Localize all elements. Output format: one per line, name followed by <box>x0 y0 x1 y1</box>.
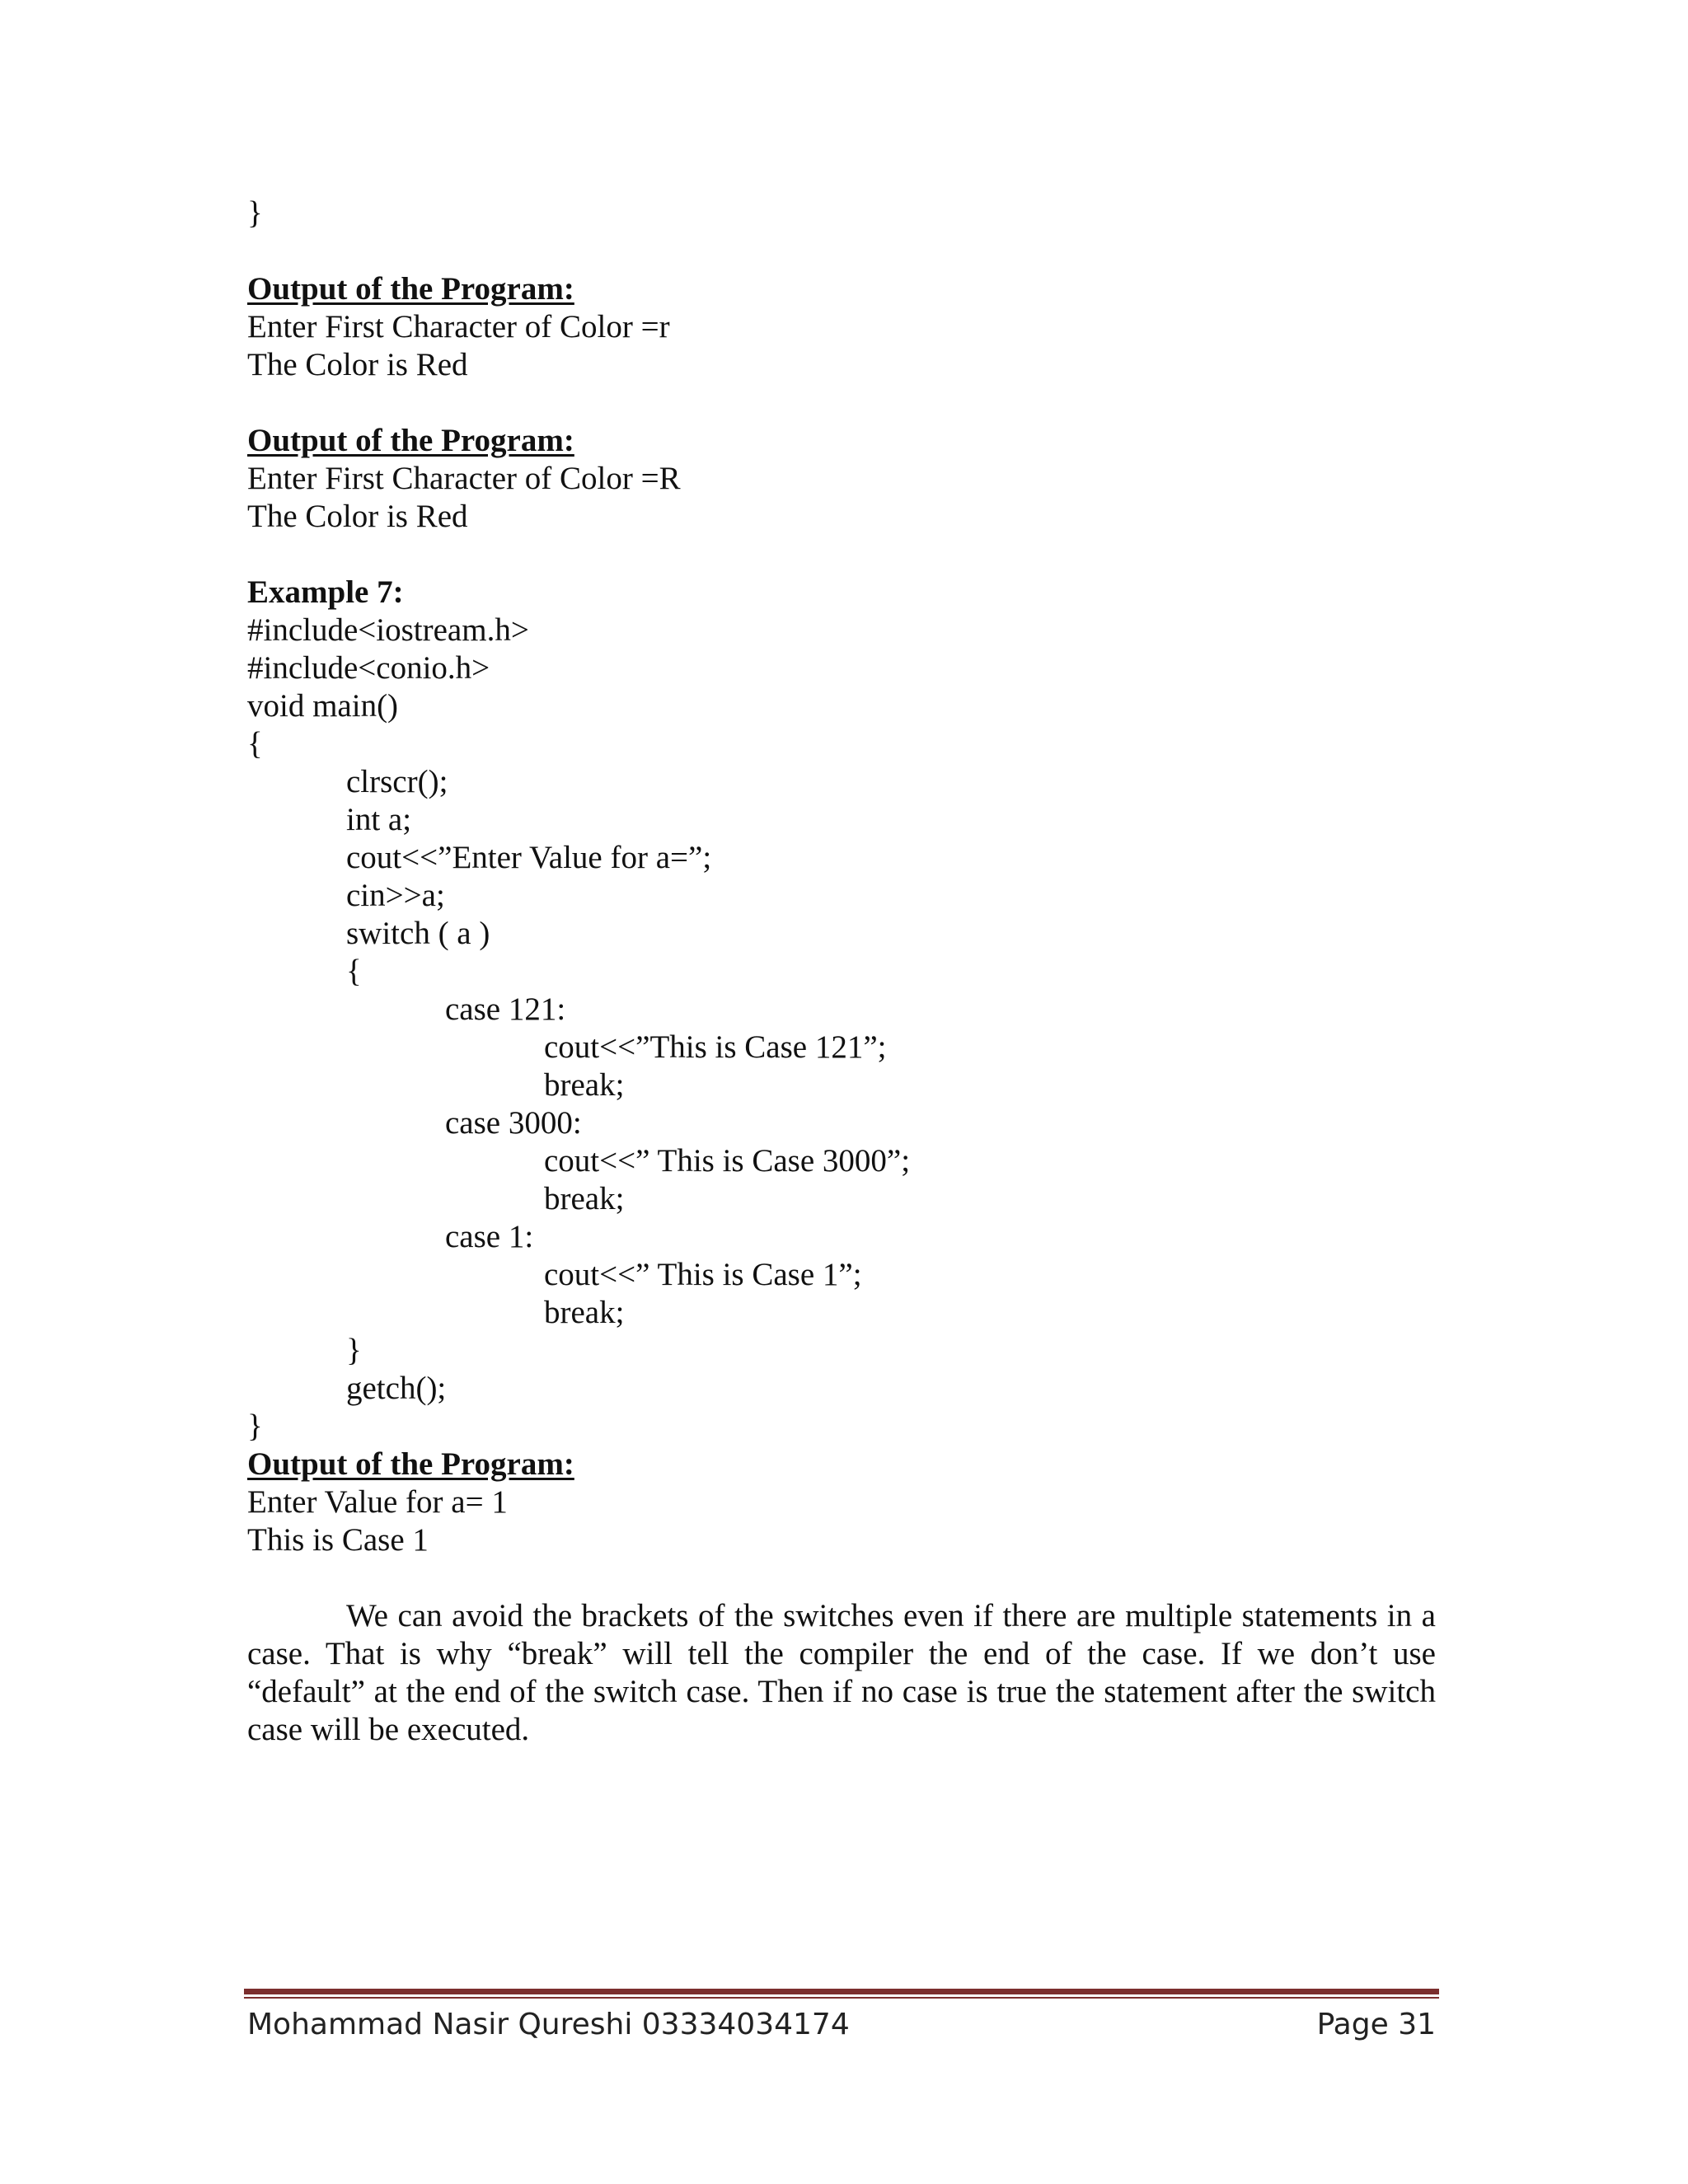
footer-rule <box>244 1989 1439 1994</box>
code-line: } <box>247 1408 263 1444</box>
code-line: #include<conio.h> <box>247 650 490 686</box>
code-line: } <box>247 195 263 231</box>
code-line: getch(); <box>346 1371 447 1406</box>
code-line: switch ( a ) <box>346 916 490 951</box>
page-content <box>247 194 1436 1749</box>
code-line: { <box>346 954 362 989</box>
code-line: cout<<” This is Case 3000”; <box>544 1143 911 1179</box>
output-line: The Color is Red <box>247 347 468 382</box>
code-line: void main() <box>247 688 399 724</box>
code-line: break; <box>544 1295 625 1330</box>
code-line: cout<<”This is Case 121”; <box>544 1029 887 1065</box>
blank-line <box>247 536 1436 574</box>
output-line: Enter First Character of Color =R <box>247 461 681 496</box>
code-line: break; <box>544 1067 625 1103</box>
code-line: } <box>346 1333 362 1368</box>
output-heading: Output of the Program: <box>247 1446 574 1482</box>
example-heading: Example 7: <box>247 574 404 610</box>
code-line: cout<<”Enter Value for a=”; <box>346 840 712 875</box>
output-line: Enter First Character of Color =r <box>247 309 670 344</box>
code-line: clrscr(); <box>346 764 448 799</box>
output-line: The Color is Red <box>247 499 468 534</box>
output-line: This is Case 1 <box>247 1522 429 1558</box>
blank-line <box>247 232 1436 270</box>
code-line: break; <box>544 1181 625 1216</box>
output-heading: Output of the Program: <box>247 423 574 458</box>
code-line: int a; <box>346 802 412 837</box>
code-line: case 121: <box>445 991 566 1027</box>
blank-line <box>247 1559 1436 1597</box>
code-line: { <box>247 726 263 762</box>
output-heading: Output of the Program: <box>247 271 574 307</box>
blank-line <box>247 384 1436 422</box>
code-line: #include<iostream.h> <box>247 612 529 648</box>
code-line: cin>>a; <box>346 878 445 913</box>
footer-rule-thin <box>244 1997 1439 1999</box>
page-number: Page 31 <box>1316 2008 1436 2041</box>
page-footer <box>247 2004 1436 2046</box>
output-line: Enter Value for a= 1 <box>247 1484 508 1520</box>
code-line: case 3000: <box>445 1105 582 1141</box>
body-paragraph: We can avoid the brackets of the switches even if there are multiple statements in a case. That is why “break” will tell the compiler the end of the case. If we don’t use “default” at the end of the switch case. Then if no case is true the statement after the switch case will be executed. <box>247 1598 1436 1747</box>
code-line: case 1: <box>445 1219 534 1254</box>
code-line: cout<<” This is Case 1”; <box>544 1257 862 1292</box>
footer-author: Mohammad Nasir Qureshi 03334034174 <box>247 2008 850 2041</box>
